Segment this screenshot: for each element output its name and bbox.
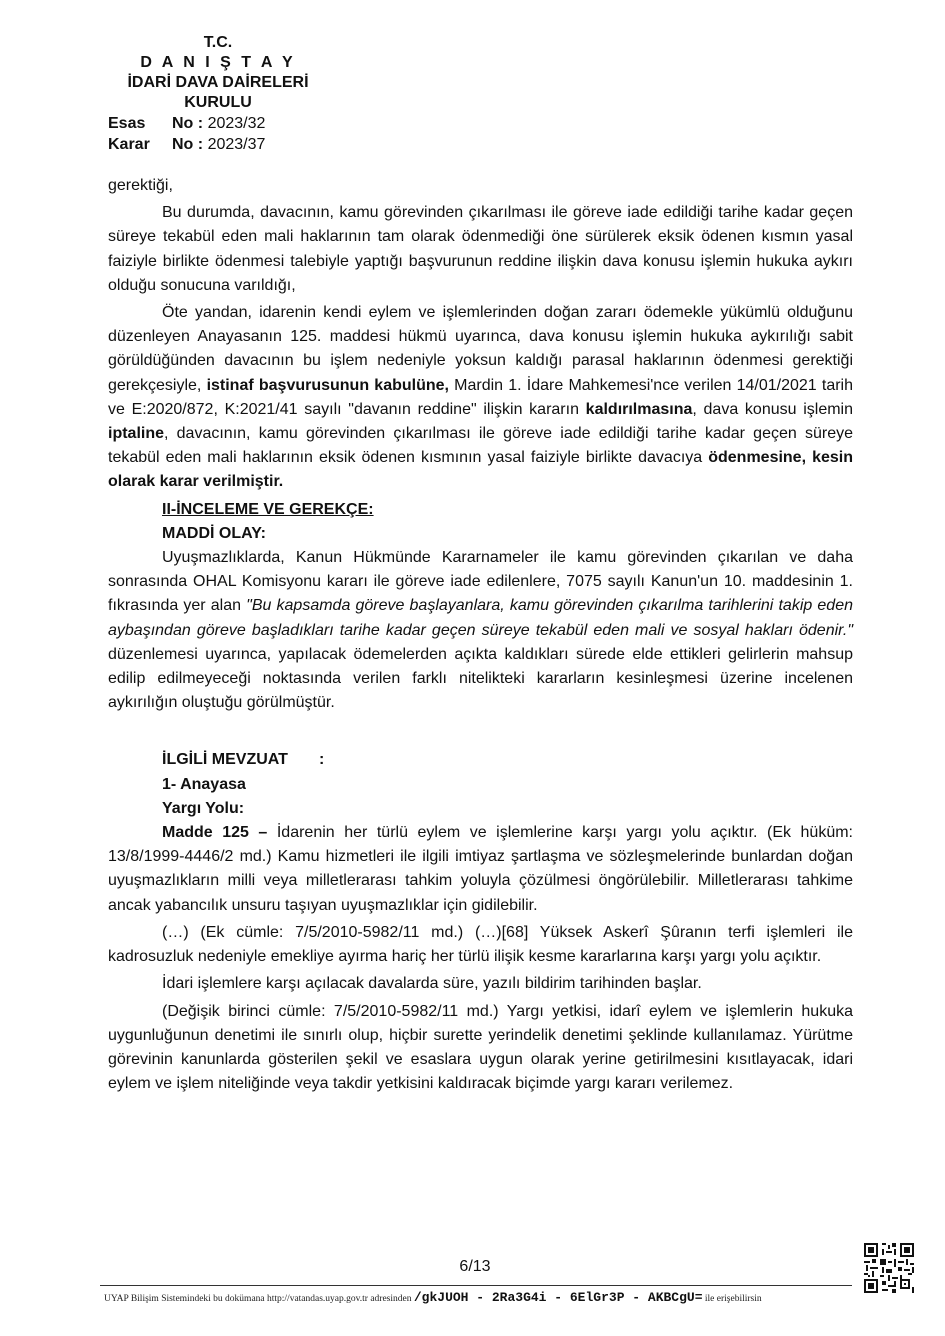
karar-label: Karar (108, 136, 150, 153)
text-run: Uyuşmazlıklarda, Kanun Hükmünde Kararnameler ile kamu görevinden çıkarılan ve daha sonrasında OHAL Komisyonu kararı ile göreve iade edilenlere, 7075 sayılı Kanun'un 10. maddesinin 1. fıkrasında yer alan (108, 549, 853, 615)
chamber-name-line2: KURULU (184, 94, 252, 111)
subsection-heading: MADDİ OLAY: (162, 524, 266, 542)
section-heading: II-İNCELEME VE GEREKÇE: (162, 500, 374, 518)
paragraph (108, 546, 853, 715)
document-body (108, 174, 853, 1099)
text-run: Öte yandan, idarenin kendi eylem ve işlemlerinden doğan zararı ödemekle yükümlü olduğunu düzenleyen Anayasanın 125. maddesi hükmü uyarınca, dava konusu işlemin hukuka aykırılığı sabit görüldüğünden davacının bu işlem nedeniyle yoksun kaldığı parasal haklarının ödenmesi gerektiği gerekçesiyle, (108, 304, 853, 394)
esas-number: 2023/32 (207, 115, 266, 132)
paragraph: gerektiği, (108, 177, 173, 194)
bold-run: ödenmesine, kesin olarak karar verilmiştir. (108, 449, 853, 491)
karar-number: 2023/37 (207, 136, 266, 153)
no-label: No : (172, 115, 204, 132)
court-name: D A N I Ş T A Y (140, 54, 296, 71)
paragraph: (Değişik birinci cümle: 7/5/2010-5982/11 md.) Yargı yetkisi, idarî eylem ve işlemlerin hukuka uygunluğunun denetimi ile sınırlı olup, hiçbir surette yerindelik denetimi şeklinde kullanılamaz. Yürütme görevinin kanunlarda gösterilen şekil ve esaslara uygun olarak yerine getirilmesini kısıtlayacak, idari eylem ve işlem niteliğinde veya takdir yetkisini kaldıracak biçimde yargı kararı verilemez. (108, 1002, 853, 1093)
verification-code: /gkJUOH - 2Ra3G4i - 6ElGr3P - AKBCgU= (413, 1290, 703, 1305)
qr-code-icon (864, 1243, 914, 1293)
document-header (108, 33, 328, 155)
text-run: Mardin 1. İdare Mahkemesi'nce verilen 14/01/2021 tarih ve E:2020/872, K:2021/41 sayılı "davanın reddine" ilişkin kararın (108, 376, 853, 418)
no-label: No : (172, 136, 204, 153)
esas-number-row (108, 113, 328, 134)
subsection-heading: Yargı Yolu: (162, 799, 245, 817)
text-run: İdarenin her türlü eylem ve işlemlerine karşı yargı yolu açıktır. (Ek hüküm: 13/8/1999-4446/2 md.) Kamu hizmetleri ile ilgili imtiyaz şartlaşma ve sözleşmelerinde bunlardan doğan uyuşmazlıkların milli veya milletlerarası tahkim yoluyla çözülmesi öngörülebilir. Milletlerarası tahkime ancak yabancılık unsuru taşıyan uyuşmazlıklar için gidilebilir. (108, 824, 853, 914)
footer-text: UYAP Bilişim Sistemindeki bu dokümana http://vatandas.uyap.gov.tr adresinden (104, 1294, 414, 1304)
esas-label: Esas (108, 115, 146, 132)
paragraph (108, 821, 853, 918)
subsection-heading: 1- Anayasa (162, 775, 246, 793)
bold-run: Madde 125 – (162, 824, 268, 842)
spacer (108, 718, 853, 748)
bold-run: istinaf başvurusunun kabulüne, (206, 376, 449, 394)
footer-text: ile erişebilirsin (702, 1294, 762, 1304)
text-run: düzenlemesi uyarınca, yapılacak ödemelerden açıkta kaldıkları sürede elde ettikleri gelirlerin mahsup edilip edilmeyeceği noktasında verilen farklı nitelikteki kararların kesinleşmesi üzerine incelenen aykırılığın oluştuğu görülmüştür. (108, 645, 853, 712)
paragraph (108, 301, 853, 495)
page-number: 6/13 (459, 1258, 491, 1275)
paragraph: Bu durumda, davacının, kamu görevinden çıkarılması ile göreve iade edildiği tarihe kadar geçen süreye tekabül eden mali haklarının tam olarak ödenmediği öne sürülerek eksik ödenen kısmın yasal faiziyle birlikte ödenmesi talebiyle yaptığı başvurunun reddine ilişkin dava konusu işlemin hukuka aykırı olduğu sonucuna varıldığı, (108, 204, 853, 294)
paragraph: (…) (Ek cümle: 7/5/2010-5982/11 md.) (…)[68] Yüksek Askerî Şûranın terfi işlemleri ile kadrosuzluk nedeniyle emekliye ayırma hariç her türlü ilişik kesme kararlarına karşı yargı yolu açıktır. (108, 923, 853, 966)
karar-number-row (108, 134, 328, 155)
italic-quote: "Bu kapsamda göreve başlayanlara, kamu görevinden çıkarılma tarihlerini takip eden aybaşından göreve başladıkları tarihe kadar geçen süreye tekabül eden mali ve sosyal hakları ödenir." (108, 597, 853, 639)
footer-divider (100, 1285, 852, 1286)
paragraph: İdari işlemlere karşı açılacak davalarda süre, yazılı bildirim tarihinden başlar. (162, 975, 702, 993)
text-run: , davacının, kamu görevinden çıkarılması ile göreve iade edildiği tarihe kadar geçen süreye tekabül eden mali haklarının eksik ödenen kısmının yasal faiziyle birlikte davacıya (108, 425, 853, 467)
bold-run: iptaline (108, 425, 165, 443)
subsection-heading: İLGİLİ MEVZUAT : (162, 751, 325, 769)
chamber-name-line1: İDARİ DAVA DAİRELERİ (127, 74, 309, 91)
footer-note (104, 1290, 864, 1305)
bold-run: kaldırılmasına (585, 400, 693, 418)
text-run: , dava konusu işlemin (692, 400, 854, 418)
tc-label: T.C. (203, 34, 233, 51)
